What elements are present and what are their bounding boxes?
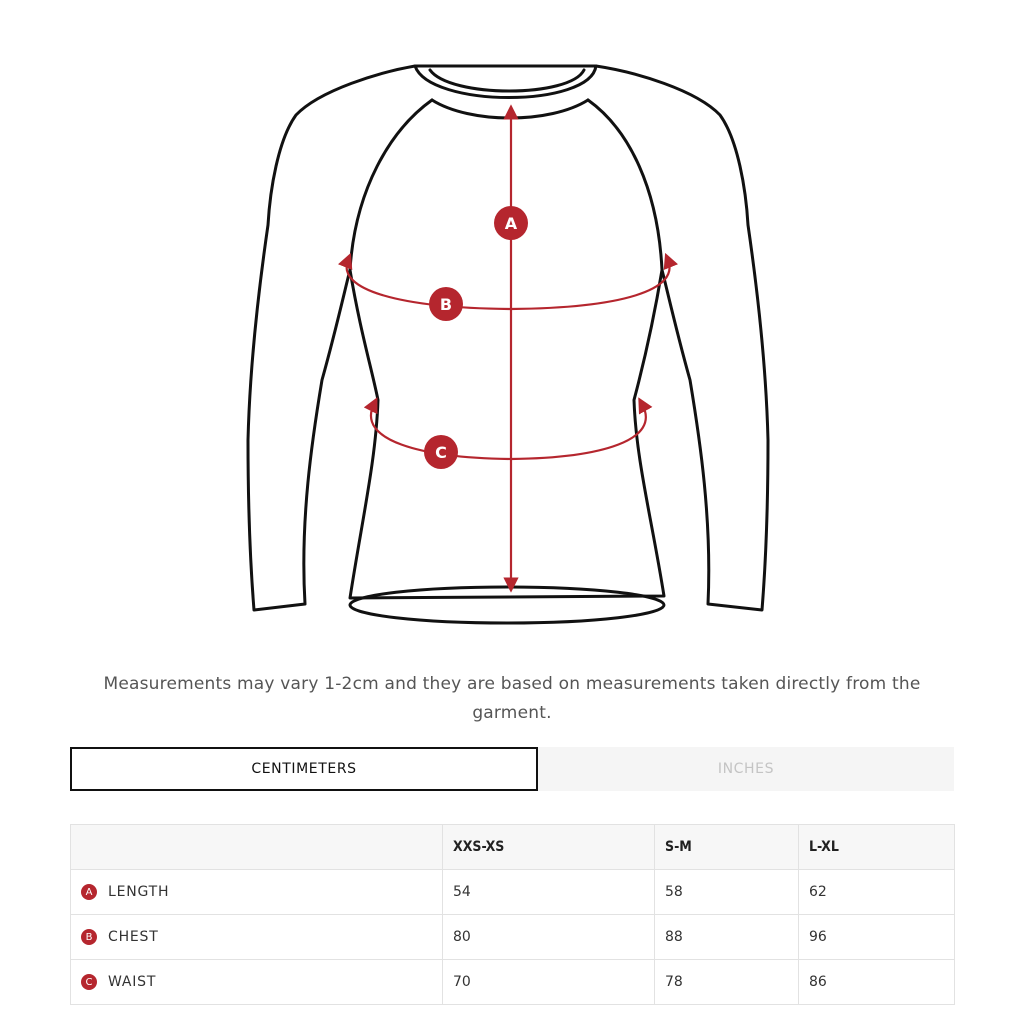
- table-cell: 88: [655, 915, 799, 960]
- row-label: CHEST: [108, 929, 159, 945]
- table-cell: 78: [655, 960, 799, 1005]
- table-cell: 58: [655, 870, 799, 915]
- chest-measure-line: [347, 260, 670, 309]
- tab-centimeters-label: CENTIMETERS: [251, 761, 357, 777]
- measure-badge-b: [429, 287, 463, 321]
- table-header-row: [71, 825, 955, 870]
- table-cell: 96: [799, 915, 955, 960]
- row-badge: A: [81, 884, 97, 900]
- table-row: [71, 960, 955, 1005]
- table-row: [71, 915, 955, 960]
- badge-b-label: B: [439, 295, 453, 314]
- measurement-note: Measurements may vary 1-2cm and they are based on measurements taken directly from the garment.: [103, 674, 921, 723]
- row-measurement-cell: [71, 915, 443, 960]
- unit-toggle: [70, 747, 954, 791]
- header-size-xxs-xs: XXS-XS: [443, 825, 655, 870]
- measure-lines: [347, 112, 670, 585]
- row-label: WAIST: [108, 974, 157, 990]
- header-size-l-xl: L-XL: [799, 825, 955, 870]
- table-cell: 62: [799, 870, 955, 915]
- row-badge: B: [81, 929, 97, 945]
- row-measurement-cell: [71, 960, 443, 1005]
- size-chart-table: [70, 824, 955, 1005]
- table-cell: 54: [443, 870, 655, 915]
- tab-centimeters[interactable]: [70, 747, 538, 791]
- table-cell: 86: [799, 960, 955, 1005]
- tab-inches[interactable]: [538, 747, 954, 791]
- tab-inches-label: INCHES: [717, 761, 775, 777]
- waist-measure-line: [371, 404, 646, 459]
- row-measurement-cell: [71, 870, 443, 915]
- row-label: LENGTH: [108, 884, 170, 900]
- table-cell: 80: [443, 915, 655, 960]
- badge-c-label: C: [435, 443, 447, 462]
- table-row: [71, 870, 955, 915]
- measure-badge-c: [424, 435, 458, 469]
- measure-badge-a: [494, 206, 528, 240]
- row-badge: C: [81, 974, 97, 990]
- shirt-outline: [248, 66, 768, 623]
- table-cell: 70: [443, 960, 655, 1005]
- header-size-s-m: S-M: [655, 825, 799, 870]
- badge-a-label: A: [504, 214, 518, 233]
- header-measurement: [71, 825, 443, 870]
